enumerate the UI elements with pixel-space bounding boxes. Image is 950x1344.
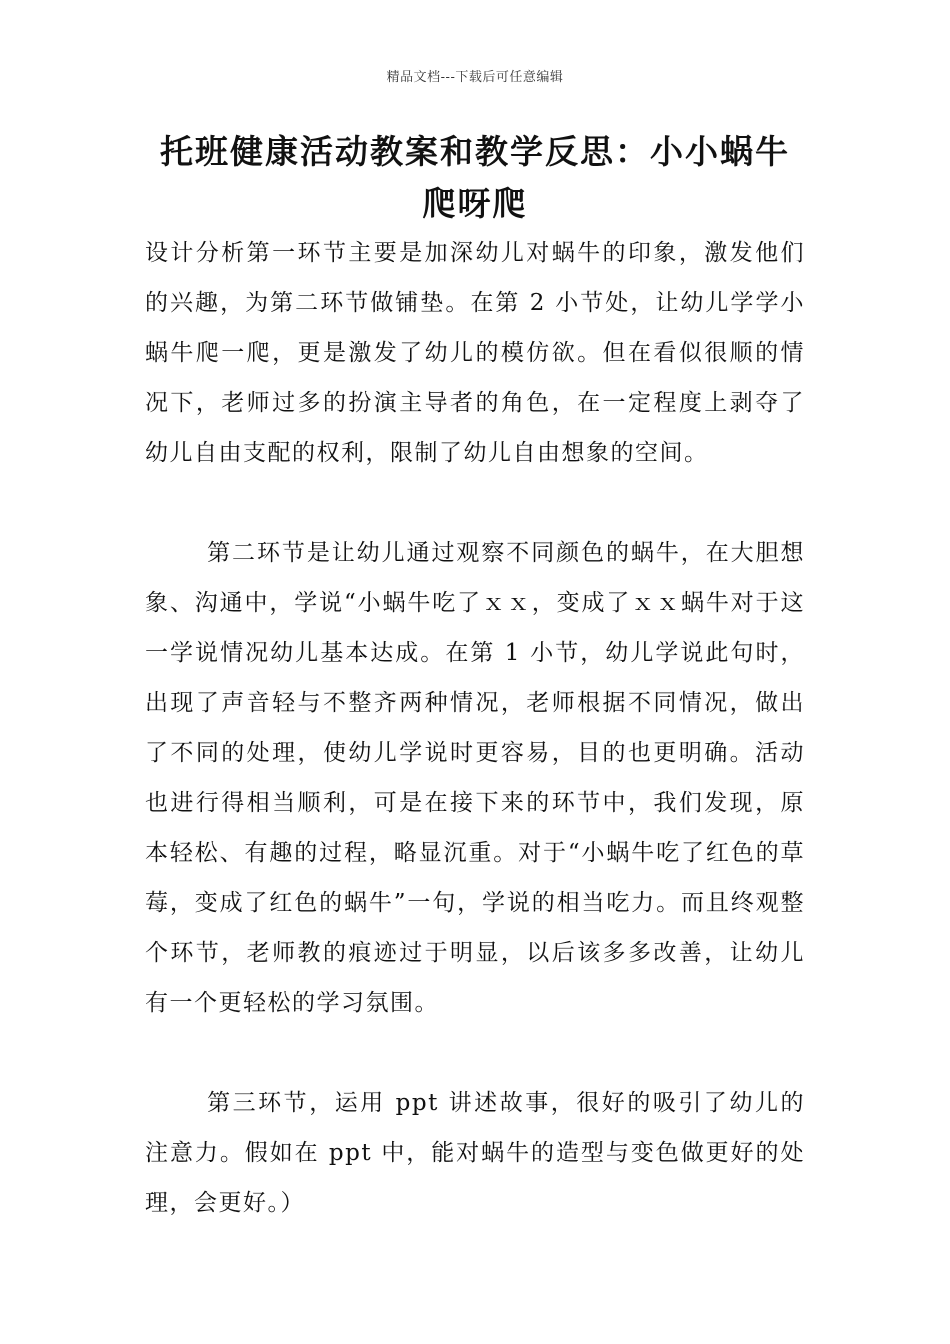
paragraph-spacer [145, 478, 805, 528]
page-header-note: 精品文档---下载后可任意编辑 [386, 70, 564, 85]
paragraph-third-section: 第三环节，运用 ppt 讲述故事，很好的吸引了幼儿的注意力。假如在 ppt 中，能对蜗牛的造型与变色做更好的处理，会更好。） [145, 1090, 805, 1216]
paragraph-second-section: 第二环节是让幼儿通过观察不同颜色的蜗牛，在大胆想象、沟通中，学说“小蜗牛吃了ｘｘ，变成了ｘｘ蜗牛对于这一学说情况幼儿基本达成。在第 1 小节，幼儿学说此句时，出现了声音轻与不整齐两种情况，老师根据不同情况，做出了不同的处理，使幼儿学说时更容易，目的也更明确。活动也进行得相当顺利，可是在接下来的环节中，我们发现，原本轻松、有趣的过程，略显沉重。对于“小蜗牛吃了红色的草莓，变成了红色的蜗牛”一句，学说的相当吃力。而且终观整个环节，老师教的痕迹过于明显，以后该多多改善，让幼儿有一个更轻松的学习氛围。 [145, 540, 805, 1016]
paragraph-design-analysis: 设计分析第一环节主要是加深幼儿对蜗牛的印象，激发他们的兴趣，为第二环节做铺垫。在第 2 小节处，让幼儿学学小蜗牛爬一爬，更是激发了幼儿的模仿欲。但在看似很顺的情况下，老师过多的扮演主导者的角色，在一定程度上剥夺了幼儿自由支配的权利，限制了幼儿自由想象的空间。 [145, 240, 805, 466]
paragraph-spacer [145, 1028, 805, 1078]
document-title: 托班健康活动教案和教学反思：小小蜗牛爬呀爬 [160, 132, 790, 223]
document-body [145, 228, 805, 1228]
